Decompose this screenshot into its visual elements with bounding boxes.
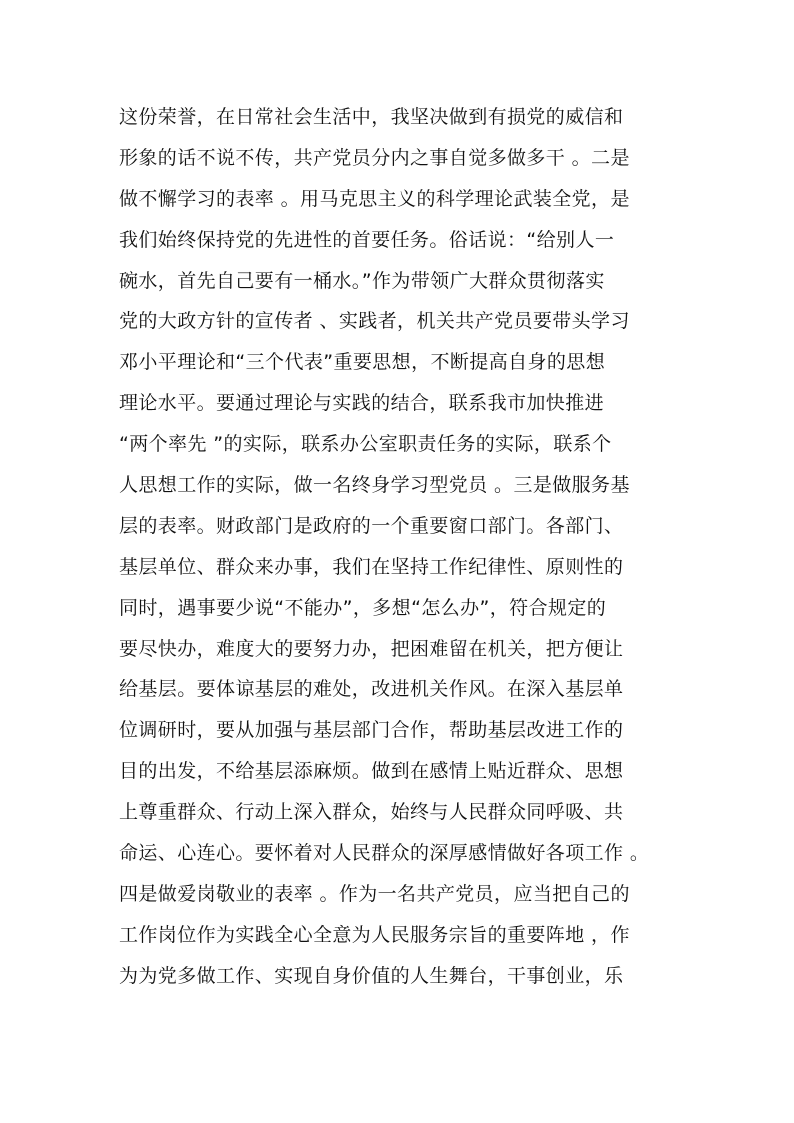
text-line: 同时，遇事要少说“不能办”，多想“怎么办”，符合规定的 bbox=[119, 596, 607, 619]
text-line: 给基层。要体谅基层的难处，改进机关作风。在深入基层单 bbox=[119, 678, 624, 701]
text-line: 理论水平。要通过理论与实践的结合，联系我市加快推进 bbox=[119, 392, 605, 415]
text-line: 层的表率。财政部门是政府的一个重要窗口部门。各部门、 bbox=[119, 514, 624, 537]
text-line: 位调研时，要从加强与基层部门合作，帮助基层改进工作的 bbox=[119, 719, 624, 742]
text-line: 四是做爱岗敬业的表率 。作为一名共产党员，应当把自己的 bbox=[119, 882, 630, 905]
text-line: 形象的话不说不传，共产党员分内之事自觉多做多干 。二是 bbox=[119, 146, 630, 169]
text-line: 为为党多做工作、实现自身价值的人生舞台，干事创业，乐 bbox=[119, 964, 624, 987]
text-line: 邓小平理论和“三个代表”重要思想，不断提高自身的思想 bbox=[119, 351, 606, 374]
text-line: 命运、心连心。要怀着对人民群众的深厚感情做好各项工作 。 bbox=[119, 842, 650, 865]
text-line: 做不懈学习的表率 。用马克思主义的科学理论武装全党，是 bbox=[119, 187, 630, 210]
text-line: 基层单位、群众来办事，我们在坚持工作纪律性、原则性的 bbox=[119, 555, 624, 578]
text-line: 上尊重群众、行动上深入群众，始终与人民群众同呼吸、共 bbox=[119, 801, 624, 824]
text-line: 要尽快办，难度大的要努力办，把困难留在机关，把方便让 bbox=[119, 637, 624, 660]
text-line: “两个率先 ”的实际，联系办公室职责任务的实际，联系个 bbox=[119, 433, 612, 456]
text-line: 我们始终保持党的先进性的首要任务。俗话说：“给别人一 bbox=[119, 228, 615, 251]
text-line: 目的出发，不给基层添麻烦。做到在感情上贴近群众、思想 bbox=[119, 760, 624, 783]
text-line: 工作岗位作为实践全心全意为人民服务宗旨的重要阵地 ，作 bbox=[119, 923, 630, 946]
text-line: 党的大政方针的宣传者 、实践者，机关共产党员要带头学习 bbox=[119, 310, 630, 333]
body-text bbox=[119, 97, 699, 997]
text-line: 这份荣誉，在日常社会生活中，我坚决做到有损党的威信和 bbox=[119, 106, 624, 128]
text-line: 碗水，首先自己要有一桶水。”作为带领广大群众贯彻落实 bbox=[119, 269, 605, 292]
text-line: 人思想工作的实际，做一名终身学习型党员 。三是做服务基 bbox=[119, 474, 630, 497]
